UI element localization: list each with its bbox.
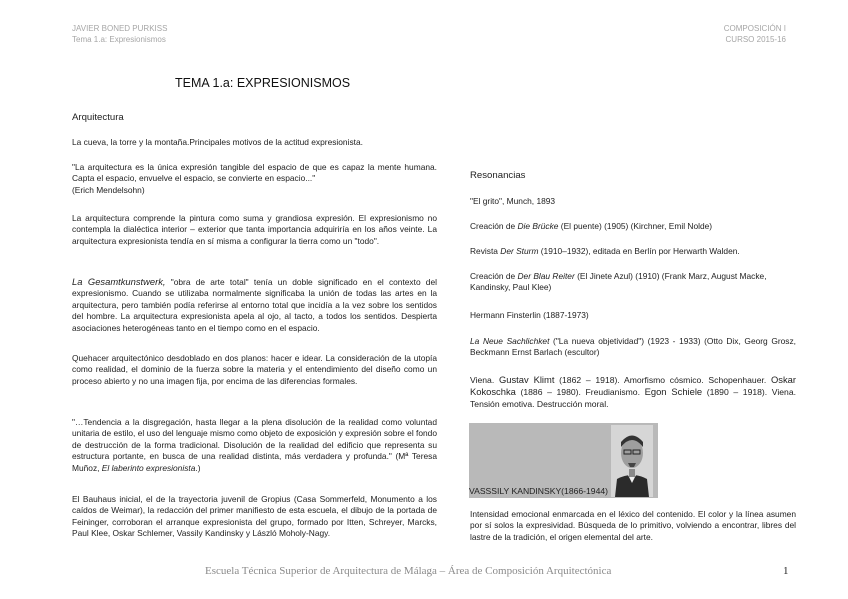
- page-number: 1: [783, 565, 789, 577]
- r6-italic: La Neue Sachlichket: [470, 336, 550, 346]
- course: CURSO 2015-16: [725, 35, 786, 44]
- paragraph-3: La arquitectura comprende la pintura como suma y grandiosa expresión. El expresionismo no contempla la dialéctica interior – exterior que tanta importancia adquiriría en los años veinte. La arquitectura expresionista tendía en sí misma a configurar la tierra como un "todo".: [72, 213, 437, 246]
- r4-prefix: Creación de: [470, 271, 518, 281]
- resonance-4: [470, 271, 796, 294]
- paragraph-1: La cueva, la torre y la montaña.Principales motivos de la actitud expresionista.: [72, 137, 363, 147]
- r7-c: (1886 – 1980). Freudianismo.: [515, 387, 645, 398]
- quote-munoz-text: "…Tendencia a la disgregación, hasta llegar a la plena disolución de la realidad como voluntad unitaria de estilo, el uso del lenguaje mismo como objeto de exposición y expresión sobre el fondo de destrucción de la forma tradicional. Disolución de la realidad del edificio que representa su estructura portante, en busca de una realidad distinta, más verdadera y profunda." (Mª Teresa Muñoz,: [72, 417, 437, 473]
- r4-italic: Der Blau Reiter: [517, 271, 575, 281]
- paragraph-4-text: "obra de arte total" tenía un doble significado en el contexto del expresionismo. Cuando se utilizaba normalmente significaba la unión de todas las artes en la arquitectura, pero también podía referirse al entorno total que incidía a la vez sobre los sentidos del hombre. La arquitectura expresionista apela al ojo, al tacto, a todos los sentidos. Despierta asociaciones heterogéneas tanto en el tiempo como en el espacio.: [72, 277, 437, 333]
- r7-d: (1890 – 1918). Viena. Tensión emotiva. Destrucción moral.: [470, 387, 797, 409]
- resonance-2: [470, 221, 796, 232]
- header-right: [560, 23, 786, 45]
- r7-klimt: Gustav Klimt: [498, 374, 555, 385]
- section-resonancias: Resonancias: [470, 170, 526, 181]
- footer-text: Escuela Técnica Superior de Arquitectura de Málaga – Área de Composición Arquitectónica: [205, 565, 612, 577]
- paragraph-4: [72, 276, 437, 334]
- resonance-1: "El grito", Munch, 1893: [470, 196, 556, 206]
- r2-suffix: (El puente) (1905) (Kirchner, Emil Nolde): [558, 221, 713, 231]
- paragraph-5: Quehacer arquitectónico desdoblado en dos planos: hacer e idear. La consideración de la utopía como realidad, el dominio de la fuerza sobre la materia y el entendimiento del diseño como un proceso abierto y no una imagen fija, por encima de las diferencias formales.: [72, 353, 437, 386]
- author: JAVIER BONED PURKISS: [72, 24, 168, 33]
- resonance-3: [470, 246, 796, 257]
- section-arquitectura: Arquitectura: [72, 112, 124, 123]
- quote-mendelsohn: [72, 162, 437, 196]
- r7-schiele: Egon Schiele: [644, 386, 703, 398]
- r2-italic: Die Brücke: [517, 221, 559, 231]
- quote-author: (Erich Mendelsohn): [72, 184, 145, 195]
- r4-suffix: (El Jinete Azul) (1910) (Frank Marz, August Macke, Kandinsky, Paul Klee): [470, 271, 767, 293]
- topic: Tema 1.a: Expresionismos: [72, 35, 166, 44]
- term-gesamtkunstwerk: La Gesamtkunstwerk,: [72, 276, 166, 287]
- page-title: TEMA 1.a: EXPRESIONISMOS: [175, 76, 351, 90]
- r7-a: Viena.: [470, 375, 499, 385]
- r2-prefix: Creación de: [470, 221, 518, 231]
- r6-suffix: ("La nueva objetividad") (1923 - 1933) (Otto Dix, Georg Grosz, Beckmann Ernst Barlach (escultor): [470, 336, 796, 358]
- kandinsky-portrait: [611, 425, 653, 497]
- resonance-6: [470, 336, 796, 359]
- r3-prefix: Revista: [470, 246, 501, 256]
- resonance-8: Intensidad emocional enmarcada en el léxico del contenido. El color y la línea asumen por sí solos la expresividad. Búsqueda de lo primitivo, volviendo a encontrar, libres del lastre de la tradición, el origen elemental del arte.: [470, 509, 796, 542]
- quote-munoz: [72, 417, 437, 474]
- quote-text: "La arquitectura es la única expresión tangible del espacio de que es capaz la mente humana. Capta el espacio, envuelve el espacio, se convierte en espacio...": [72, 162, 437, 184]
- r3-suffix: (1910–1932), editada en Berlín por Herwarth Walden.: [538, 246, 740, 256]
- header-left: [72, 23, 372, 45]
- resonance-7: [470, 374, 796, 410]
- resonance-5: Hermann Finsterlin (1887-1973): [470, 310, 589, 320]
- paragraph-7: El Bauhaus inicial, el de la trayectoria juvenil de Gropius (Casa Sommerfeld, Monumento a los caídos de Weimar), la redacción del primer manifiesto de esta escuela, el dibujo de la portada de Feininger, corroboran el arranque expresionista del grupo, formado por Itten, Schreyer, Marcks, Paul Klee, Oskar Schlemer, Vassily Kandinsky y László Moholy-Nagy.: [72, 494, 437, 539]
- subject: COMPOSICIÓN I: [723, 24, 786, 33]
- r7-b: (1862 – 1918). Amorfismo cósmico. Schopenhauer.: [554, 375, 771, 385]
- r3-italic: Der Sturm: [500, 246, 539, 256]
- book-title: El laberinto expresionista: [101, 462, 196, 473]
- r7-kokoschka: Oskar Kokoschka: [470, 374, 796, 398]
- image-caption: VASSSILY KANDINSKY(1866-1944): [469, 486, 609, 496]
- quote-munoz-end: .): [195, 462, 201, 473]
